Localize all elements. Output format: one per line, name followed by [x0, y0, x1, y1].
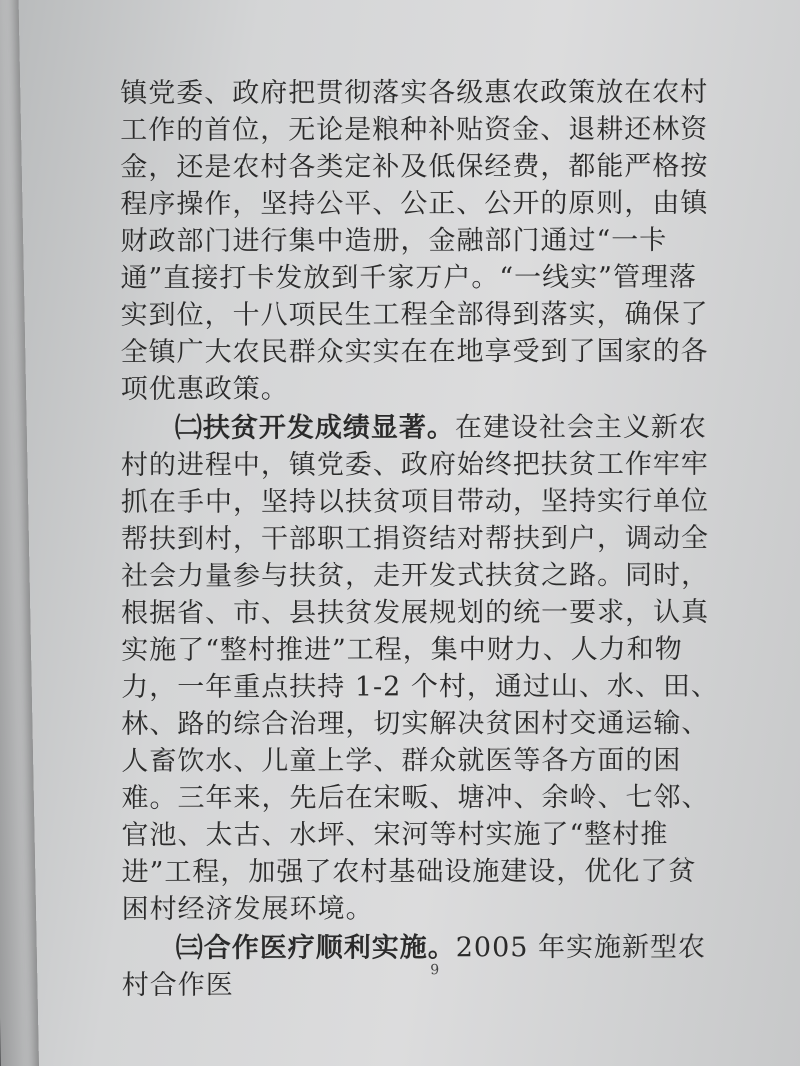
- body-medical: 2005 年实施新型农村合作医: [121, 931, 707, 1001]
- paragraph-policy: 镇党委、政府把贯彻落实各级惠农政策放在农村工作的首位，无论是粮种补贴资金、退耕还林资金，还是农村各类定补及低保经费，都能严格按程序操作，坚持公平、公正、公开的原则，由镇财政部门进行集中造册，金融部门通过“一卡通”直接打卡发放到千家万户。“一线实”管理落实到位，十八项民生工程全部得到落实，确保了全镇广大农民群众实实在在地享受到了国家的各项优惠政策。: [120, 76, 709, 405]
- document-page: [18, 0, 800, 1066]
- body-poverty: 在建设社会主义新农村的进程中，镇党委、政府始终把扶贫工作牢牢抓在手中，坚持以扶贫项目带动，坚持实行单位帮扶到村，干部职工捐资结对帮扶到户，调动全社会力量参与扶贫，走开发式扶贫之路。同时，根据省、市、县扶贫发展规划的统一要求，认真实施了“整村推进”工程，集中财力、人力和物力，一年重点扶持 1-2 个村，通过山、水、田、林、路的综合治理，切实解决贫困村交通运输、人畜饮水、儿童上学、群众就医等各方面的困难。三年来，先后在宋畈、塘冲、余岭、七邻、官池、太古、水坪、宋河等村实施了“整村推进”工程，加强了农村基础设施建设，优化了贫困村经济发展环境。: [120, 411, 719, 925]
- page-number: 9: [430, 962, 440, 979]
- paragraph-medical: [122, 929, 722, 1004]
- paragraph-poverty: [121, 409, 722, 928]
- page-text: [120, 74, 722, 1004]
- heading-poverty: ㈡扶贫开发成绩显著。: [174, 412, 455, 444]
- heading-medical: ㈢合作医疗顺利实施。: [175, 932, 456, 964]
